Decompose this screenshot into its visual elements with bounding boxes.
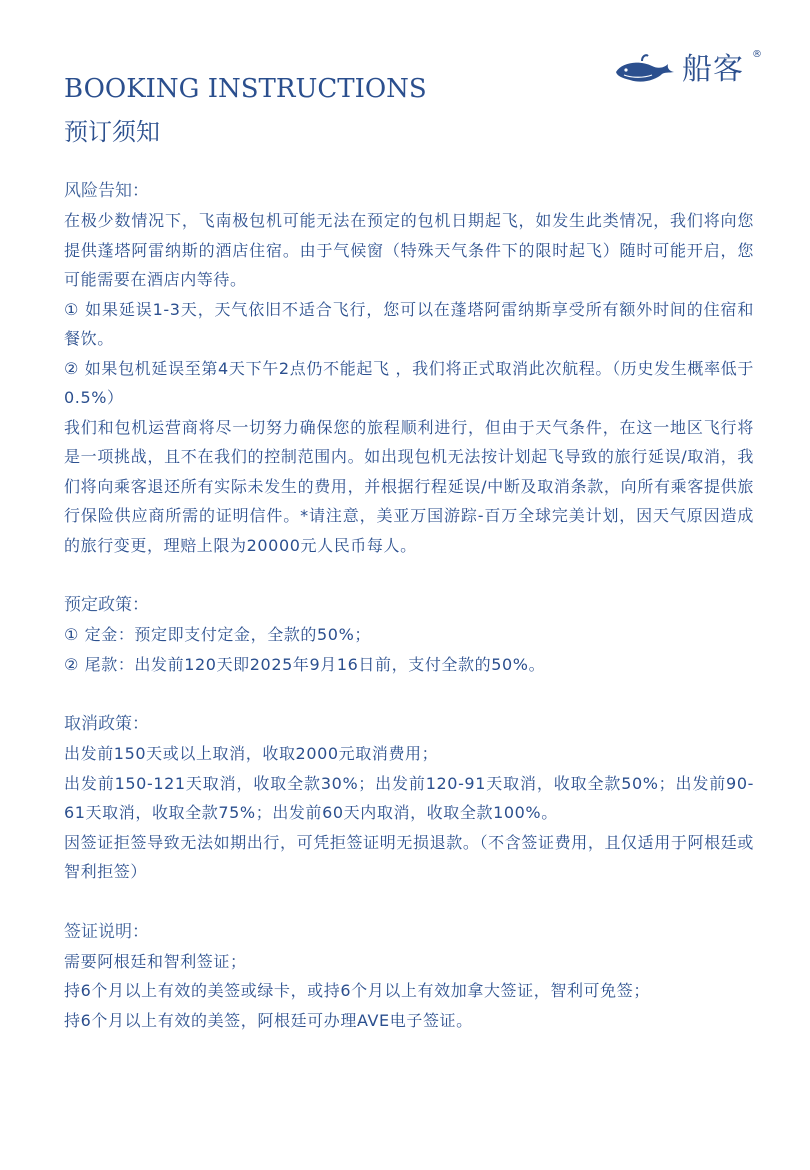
paragraph: 需要阿根廷和智利签证；: [64, 951, 247, 971]
brand-name: 船客: [682, 52, 744, 87]
paragraph: 出发前150-121天取消，收取全款30%；出发前120-91天取消，收取全款50%；出发前90-61天取消，收取全款75%；出发前60天内取消，收取全款100%。: [64, 773, 754, 822]
whale-icon: [612, 50, 678, 90]
paragraph: 持6个月以上有效的美签，阿根廷可办理AVE电子签证。: [64, 1010, 473, 1030]
paragraph: ① 定金：预定即支付定金，全款的50%；: [64, 625, 371, 644]
paragraph: 因签证拒签导致无法如期出行，可凭拒签证明无损退款。（不含签证费用，且仅适用于阿根廷或智利拒签）: [64, 832, 754, 881]
section-cancellation-policy: [64, 709, 754, 887]
section-booking-policy: [64, 590, 754, 679]
section-heading: 取消政策：: [64, 714, 149, 734]
brand-logo: [612, 50, 772, 96]
paragraph: 出发前150天或以上取消，收取2000元取消费用；: [64, 744, 439, 763]
paragraph: ① 如果延误1-3天，天气依旧不适合飞行，您可以在蓬塔阿雷纳斯享受所有额外时间的住宿和餐饮。: [64, 299, 754, 348]
paragraph: 我们和包机运营商将尽一切努力确保您的旅程顺利进行，但由于天气条件，在这一地区飞行将是一项挑战，且不在我们的控制范围内。如出现包机无法按计划起飞导致的旅行延误/取消，我们将向乘客退还所有实际未发生的费用，并根据行程延误/中断及取消条款，向所有乘客提供旅行保险供应商所需的证明信件。*请注意，美亚万国游踪-百万全球完美计划，因天气原因造成的旅行变更，理赔上限为20000元人民币每人。: [64, 417, 754, 555]
paragraph: ② 如果包机延误至第4天下午2点仍不能起飞 ，我们将正式取消此次航程。（历史发生概率低于0.5%）: [64, 358, 754, 407]
section-visa-info: [64, 917, 754, 1036]
registered-mark: ®: [752, 49, 762, 60]
section-risk-notice: [64, 176, 754, 560]
paragraph: ② 尾款：出发前120天即2025年9月16日前，支付全款的50%。: [64, 654, 546, 674]
document-body: [64, 176, 754, 1035]
section-heading: 预定政策：: [64, 595, 149, 615]
paragraph: 在极少数情况下，飞南极包机可能无法在预定的包机日期起飞，如发生此类情况，我们将向您提供蓬塔阿雷纳斯的酒店住宿。由于气候窗（特殊天气条件下的限时起飞）随时可能开启，您可能需要在酒店内等待。: [64, 211, 754, 289]
section-heading: 风险告知：: [64, 181, 149, 201]
page-title-cn: 预订须知: [64, 118, 160, 146]
page-title-en: BOOKING INSTRUCTIONS: [64, 74, 427, 104]
paragraph: 持6个月以上有效的美签或绿卡，或持6个月以上有效加拿大签证，智利可免签；: [64, 981, 650, 1000]
section-heading: 签证说明：: [64, 921, 149, 942]
